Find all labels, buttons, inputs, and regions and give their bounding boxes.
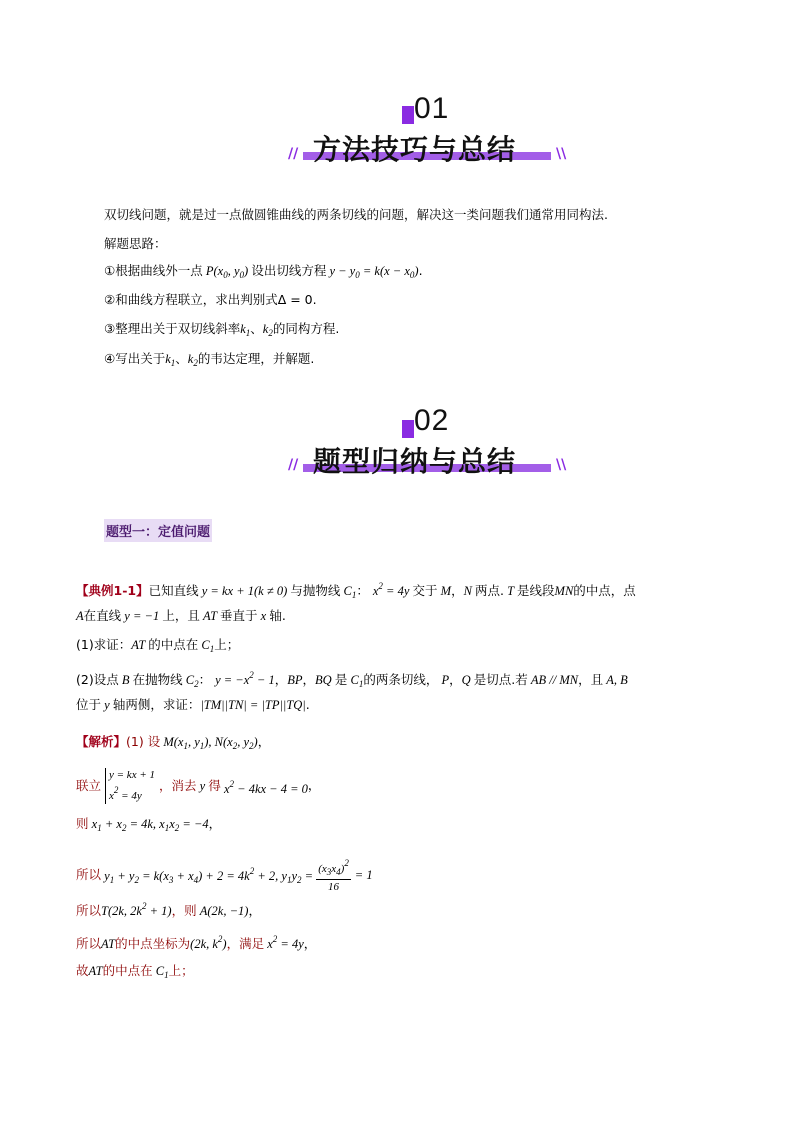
section-marker	[402, 106, 414, 124]
section-title: 题型归纳与总结	[313, 445, 517, 478]
section-number: 01	[414, 92, 450, 125]
example-question-1: (1)求证：AT 的中点在 $C_1$上；	[76, 637, 240, 654]
solution-line-7: 故AT的中点在 $C_1$上；	[76, 963, 194, 980]
solution-line-6: 所以AT的中点坐标为(2k, $k^2$)，满足 $x^2 = 4y$，	[76, 934, 317, 951]
example-question-3: 位于 y 轴两侧，求证：|TM||TN| = |TP||TQ|.	[76, 697, 310, 712]
example-line-2: A在直线 y = −1 上，且 AT 垂直于 x 轴.	[76, 608, 286, 623]
step4-text-a: ④写出关于	[104, 351, 166, 366]
solution-line-2: 联立 y = kx + 1 $x^2 = 4y$ ，消去 y 得 $x^2 - 4kx - 4 = 0$，	[76, 769, 321, 802]
section-right-slash: \\	[556, 457, 567, 473]
solution-line-5: 所以T(2k, $2k^2 + 1$)，则 A(2k, −1)，	[76, 901, 261, 918]
example-question-2: (2)设点 B 在抛物线 $C_2$： $y = -x^2 - 1$，BP，BQ 是 $C_1$的两条切线， P，Q 是切点.若 AB // MN，且 A, B	[76, 670, 628, 689]
step1-text-a: ①根据曲线外一点	[104, 263, 203, 278]
section-left-slash: //	[288, 457, 299, 473]
section-left-slash: //	[288, 146, 299, 162]
solution-line-4: 所以 $y_1 + y_2 = k(x_3 + x_4) + 2 = 4k^2 + 2$, $y_1y_2$ = $\frac{(x_3x_4)^2}{16}$ = 1	[76, 858, 373, 893]
type-label: 题型一：定值问题	[104, 519, 212, 542]
solution-tag: 【解析】	[76, 734, 127, 749]
step3-text-b: 的同构方程.	[272, 321, 340, 336]
method-step-1: ①根据曲线外一点 $P(x_0$, $y_0$) 设出切线方程 $y - y_0 = k(x - x_0)$.	[104, 263, 423, 280]
method-step-3: ③整理出关于双切线斜率$k_1$、$k_2$的同构方程.	[104, 321, 340, 338]
method-intro: 双切线问题，就是过一点做圆锥曲线的两条切线的问题，解决这一类问题我们通常用同构法.	[104, 207, 608, 222]
step4-text-b: 的韦达定理，并解题.	[197, 351, 315, 366]
step1-text-b: 设出切线方程	[251, 263, 327, 278]
solution-line-1: 【解析】(1) 设 $M(x_1$, $y_1$), $N(x_2$, $y_2$)，	[76, 734, 271, 751]
solution-line-3: 则 $x_1 + x_2 = 4k$, $x_1x_2 = -4$，	[76, 816, 222, 833]
method-roadmap-label: 解题思路：	[104, 236, 167, 251]
section-number: 02	[414, 404, 450, 437]
section-marker	[402, 420, 414, 438]
example-line-1: 【典例1-1】已知直线 y = kx + 1(k ≠ 0) 与抛物线 $C_1$： $x^2 = 4y$ 交于 M，N 两点. T 是线段MN的中点，点	[76, 581, 636, 600]
example-tag: 【典例1-1】	[76, 583, 149, 598]
section-right-slash: \\	[556, 146, 567, 162]
method-step-2: ②和曲线方程联立，求出判别式Δ = 0.	[104, 292, 317, 307]
method-step-4: ④写出关于$k_1$、$k_2$的韦达定理，并解题.	[104, 351, 315, 368]
step3-text-a: ③整理出关于双切线斜率	[104, 321, 241, 336]
section-title: 方法技巧与总结	[313, 133, 517, 166]
